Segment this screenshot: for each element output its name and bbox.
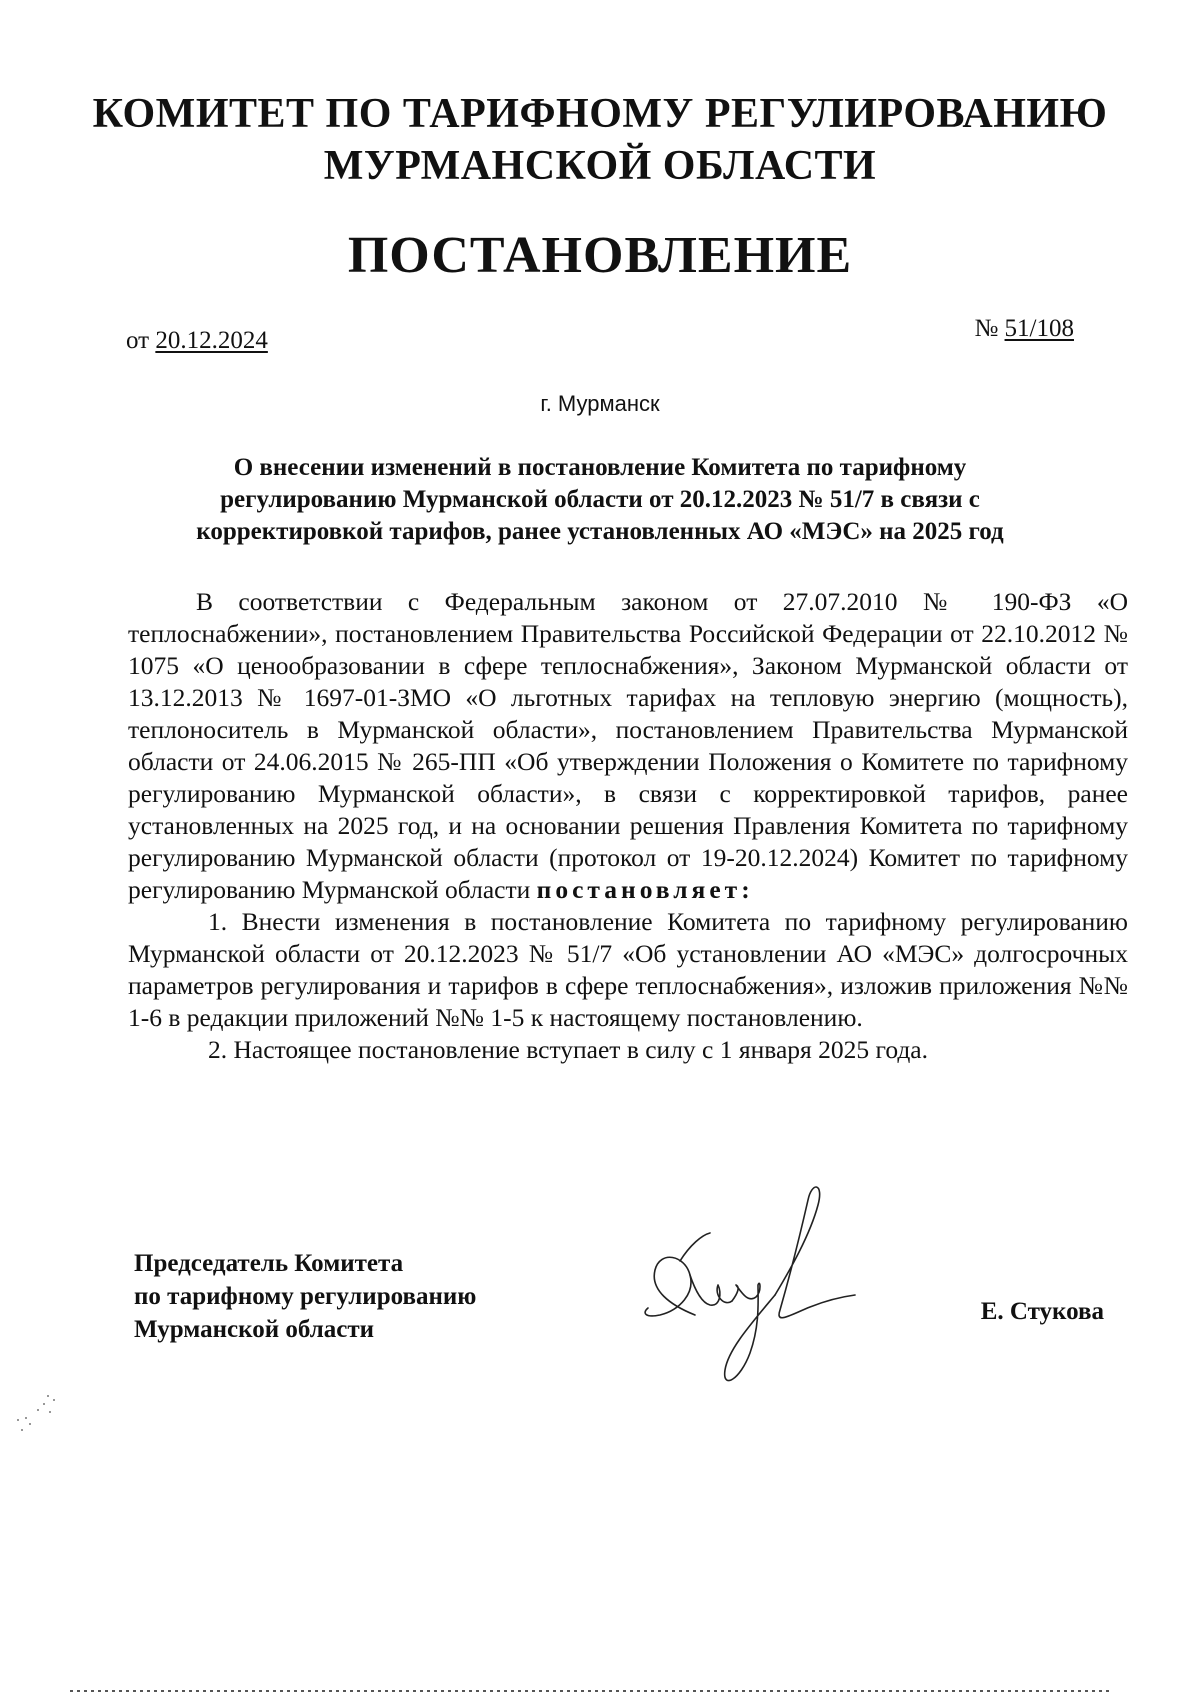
scan-noise-marks [8,1390,68,1440]
organization-name [0,88,1200,192]
document-date [126,327,268,355]
preamble-text: В соответствии с Федеральным законом от 27.07.2010 № 190-ФЗ «О теплоснабжении», постановлением Правительства Российской Федерации от 22.10.2012 № 1075 «О ценообразовании в сфере теплоснабжения», Законом Мурманской области от 13.12.2013 № 1697-01-ЗМО «О льготных тарифах на тепловую энергию (мощность), теплоноситель в Мурманской области», постановлением Правительства Мурманской области от 24.06.2015 № 265-ПП «Об утверждении Положения о Комитете по тарифному регулированию Мурманской области», в связи с корректировкой тарифов, ранее установленных на 2025 год, и на основании решения Правления Комитета по тарифному регулированию Мурманской области (протокол от 19-20.12.2024) Комитет по тарифному регулированию Мурманской области [128,587,1128,904]
resolution-item-1: 1. Внести изменения в постановление Комитета по тарифному регулированию Мурманской области от 20.12.2023 № 51/7 «Об установлении АО «МЭС» долгосрочных параметров регулирования и тарифов в сфере теплоснабжения», изложив приложения №№ 1-6 в редакции приложений №№ 1-5 к настоящему постановлению. [128,907,1128,1032]
position-line-3: Мурманской области [134,1316,375,1343]
document-body [128,586,1128,1066]
document-number [974,315,1074,343]
preamble-paragraph [128,586,1128,906]
date-prefix: от [126,327,156,354]
subject-line-1: О внесении изменений в постановление Комитета по тарифному [233,454,967,481]
subject-line-2: регулированию Мурманской области от 20.12.2023 № 51/7 в связи с [220,486,980,513]
page-bottom-rule [70,1690,1110,1692]
subject-line-3: корректировкой тарифов, ранее установленных АО «МЭС» на 2025 год [196,518,1004,545]
position-line-1: Председатель Комитета [134,1250,404,1277]
handwritten-signature [640,1175,880,1400]
organization-line-1: КОМИТЕТ ПО ТАРИФНОМУ РЕГУЛИРОВАНИЮ [92,91,1108,137]
number-prefix: № [974,315,1005,342]
position-line-2: по тарифному регулированию [134,1283,477,1310]
date-value: 20.12.2024 [155,327,268,354]
resolution-item-2: 2. Настоящее постановление вступает в силу с 1 января 2025 года. [208,1035,929,1064]
signatory-position [134,1247,476,1346]
document-type: ПОСТАНОВЛЕНИЕ [347,227,853,284]
document-subject [145,452,1055,548]
resolves-word: постановляет: [536,875,754,904]
organization-line-2: МУРМАНСКОЙ ОБЛАСТИ [323,143,877,189]
number-value: 51/108 [1004,315,1074,342]
signatory-name: Е. Стукова [980,1298,1104,1325]
document-city: г. Мурманск [540,391,660,416]
